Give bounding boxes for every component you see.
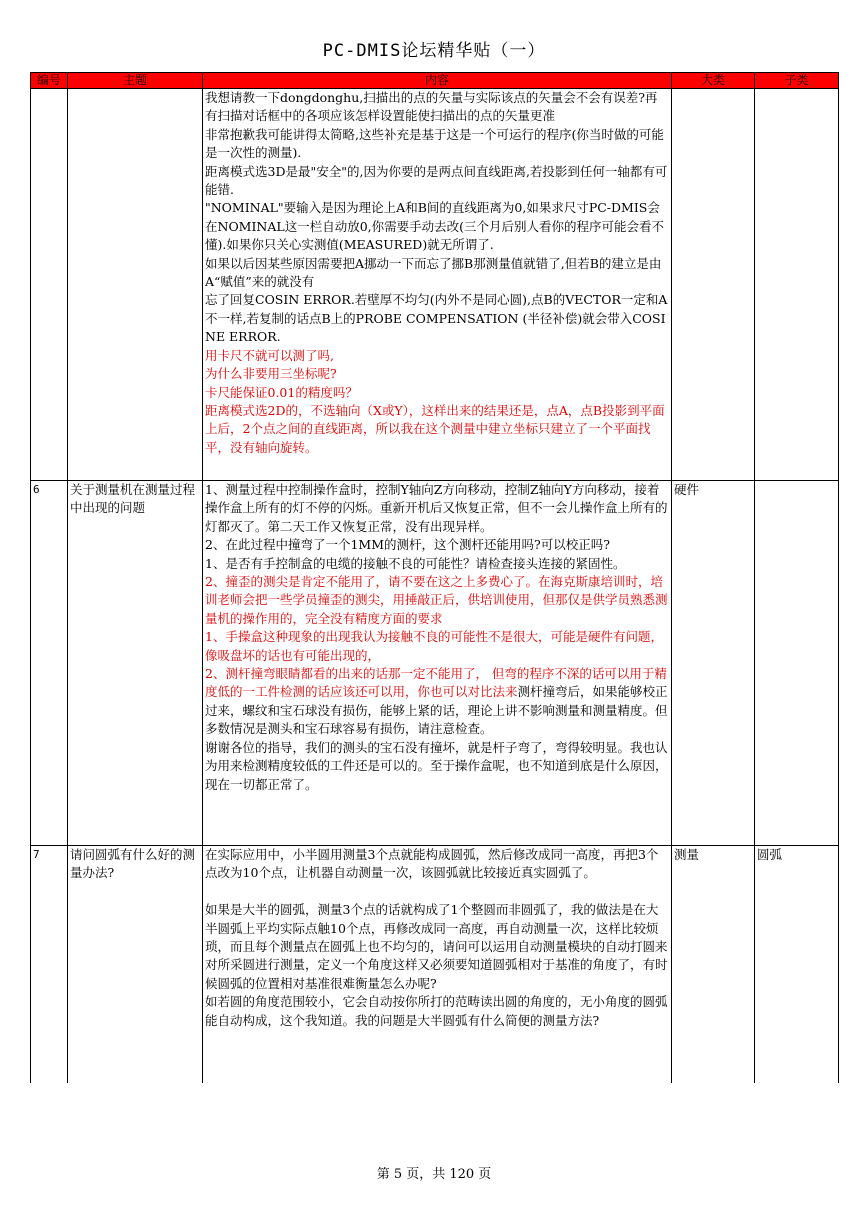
header-number: 编号 (31, 73, 68, 89)
cell-subcategory (755, 481, 839, 846)
content-paragraph: 如果以后因某些原因需要把A挪动一下而忘了挪B那测量值就错了,但若B的建立是由A“赋值”来的就没有 (205, 255, 662, 290)
cell-topic (68, 89, 203, 481)
content-paragraph: 如果是大半的圆弧，测量3个点的话就构成了1个整圆而非圆弧了，我的做法是在大半圆弧上平均实际点触10个点，再修改成同一高度，再自动测量一次，这样比较烦琐，而且每个测量点在圆弧上也不均匀的，请问可以运用自动测量模块的自动打圆来对所采圆进行测量，定义一个角度这样又必须要知道圆弧相对于基准的角度了，有时候圆弧的位置相对基准很难衡量怎么办呢? (205, 902, 668, 991)
header-subcategory: 子类 (755, 73, 839, 89)
content-paragraph-red: 2、撞歪的测尖是肯定不能用了，请不要在这之上多费心了。在海克斯康培训时，培训老师会把一些学员撞歪的测尖，用捶敲正后，供培训使用，但那仅是供学员熟悉测量机的操作用的，完全没有精度方面的要求 (205, 574, 668, 626)
table-row-7 (31, 846, 839, 1083)
content-paragraph: 在实际应用中，小半圆用测量3个点就能构成圆弧，然后修改成同一高度，再把3个点改为10个点，让机器自动测量一次，该圆弧就比较接近真实圆弧了。 (205, 847, 659, 881)
content-blank-line (205, 883, 669, 901)
content-paragraph: 1、测量过程中控制操作盒时，控制Y轴向Z方向移动，控制Z轴向Y方向移动，接着操作盒上所有的灯不停的闪烁。重新开机后又恢复正常，但不一会儿操作盒上所有的灯都灭了。第二天工作又恢复正常，没有出现异样。 (205, 482, 668, 534)
content-paragraph-red: 卡尺能保证0.01的精度吗？ (205, 384, 358, 400)
content-paragraph-red: 距离模式选2D的，不选轴向（X或Y），这样出来的结果还是，点A，点B投影到平面上后，2个点之间的直线距离，所以我在这个测量中建立坐标只建立了一个平面找平，没有轴向旋转。 (205, 402, 665, 455)
content-paragraph: "NOMINAL"要输入是因为理论上A和B间的直线距离为0,如果求尺寸PC-DMIS会在NOMINAL这一栏自动放0,你需要手动去改(三个月后别人看你的程序可能会看不懂).如果你只关心实测值(MEASURED)就无所谓了. (205, 200, 664, 253)
content-paragraph: 谢谢各位的指导，我们的测头的宝石没有撞坏，就是杆子弯了，弯得较明显。我也认为用来检测精度较低的工件还是可以的。至于操作盒呢，也不知道到底是什么原因，现在一切都正常了。 (205, 739, 668, 792)
content-paragraph: 如若圆的角度范围较小，它会自动按你所打的范畴读出圆的角度的，无小角度的圆弧能自动构成，这个我知道。我的问题是大半圆弧有什么简便的测量方法? (205, 994, 668, 1028)
header-topic: 主题 (68, 73, 203, 89)
page-title: PC-DMIS论坛精华贴（一） (322, 41, 546, 61)
table-row-6 (31, 481, 839, 846)
header-row (31, 73, 839, 89)
cell-topic: 关于测量机在测量过程中出现的问题 (68, 481, 203, 846)
cell-subcategory (755, 89, 839, 481)
content-paragraph: 忘了回复COSIN ERROR.若壁厚不均匀(内外不是同心圆),点B的VECTOR一定和A不一样,若复制的话点B上的PROBE COMPENSATION (半径补偿)就会带入COSINE ERROR. (205, 292, 668, 345)
cell-content (203, 481, 672, 846)
cell-number: 7 (31, 846, 68, 1083)
content-paragraph: 距离模式选3D是最"安全"的,因为你要的是两点间直线距离,若投影到任何一轴都有可能错. (205, 163, 668, 198)
cell-subcategory: 圆弧 (755, 846, 839, 1083)
cell-category: 硬件 (672, 481, 755, 846)
content-paragraph-mixed (205, 665, 669, 739)
content-paragraph: 我想请教一下dongdonghu,扫描出的点的矢量与实际该点的矢量会不会有误差?再有扫描对话框中的各项应该怎样设置能使扫描出的点的矢量更准 (205, 90, 658, 124)
header-content: 内容 (203, 73, 672, 89)
content-black-part: 测杆撞弯后，如果能够校正过来，螺纹和宝石球没有损伤，能够上紧的话，理论上讲不影响测量和测量精度。但多数情况是测头和宝石球容易有损伤，请注意检查。 (205, 684, 668, 737)
cell-category (672, 89, 755, 481)
header-category: 大类 (672, 73, 755, 89)
content-paragraph-red: 为什么非要用三坐标呢? (205, 366, 337, 382)
cell-content (203, 89, 672, 481)
content-paragraph: 非常抱歉我可能讲得太简略,这些补充是基于这是一个可运行的程序(你当时做的可能是一次性的测量). (205, 126, 664, 161)
cell-number: 6 (31, 481, 68, 846)
table-row-continued (31, 89, 839, 481)
content-red-part: 2、测杆撞弯眼睛都看的出来的话那一定不能用了， 但弯的程序不深的话可以用于精度低的一工件检测的话应该还可以用，你也可以对比法来 (205, 666, 667, 700)
content-paragraph-red: 1、手操盒这种现象的出现我认为接触不良的可能性不是很大，可能是硬件有问题，像吸盘坏的话也有可能出现的， (205, 629, 663, 663)
page-footer: 第 5 页，共 120 页 (376, 1167, 492, 1182)
cell-topic: 请问圆弧有什么好的测量办法? (68, 846, 203, 1083)
cell-category: 测量 (672, 846, 755, 1083)
content-paragraph: 1、是否有手控制盒的电缆的接触不良的可能性？请检查接头连接的紧固性。 (205, 555, 626, 571)
forum-table (30, 72, 839, 1083)
content-paragraph-red: 用卡尺不就可以测了吗, (205, 347, 334, 363)
cell-content (203, 846, 672, 1083)
content-paragraph: 2、在此过程中撞弯了一个1MM的测杆，这个测杆还能用吗?可以校正吗? (205, 537, 610, 553)
cell-number (31, 89, 68, 481)
